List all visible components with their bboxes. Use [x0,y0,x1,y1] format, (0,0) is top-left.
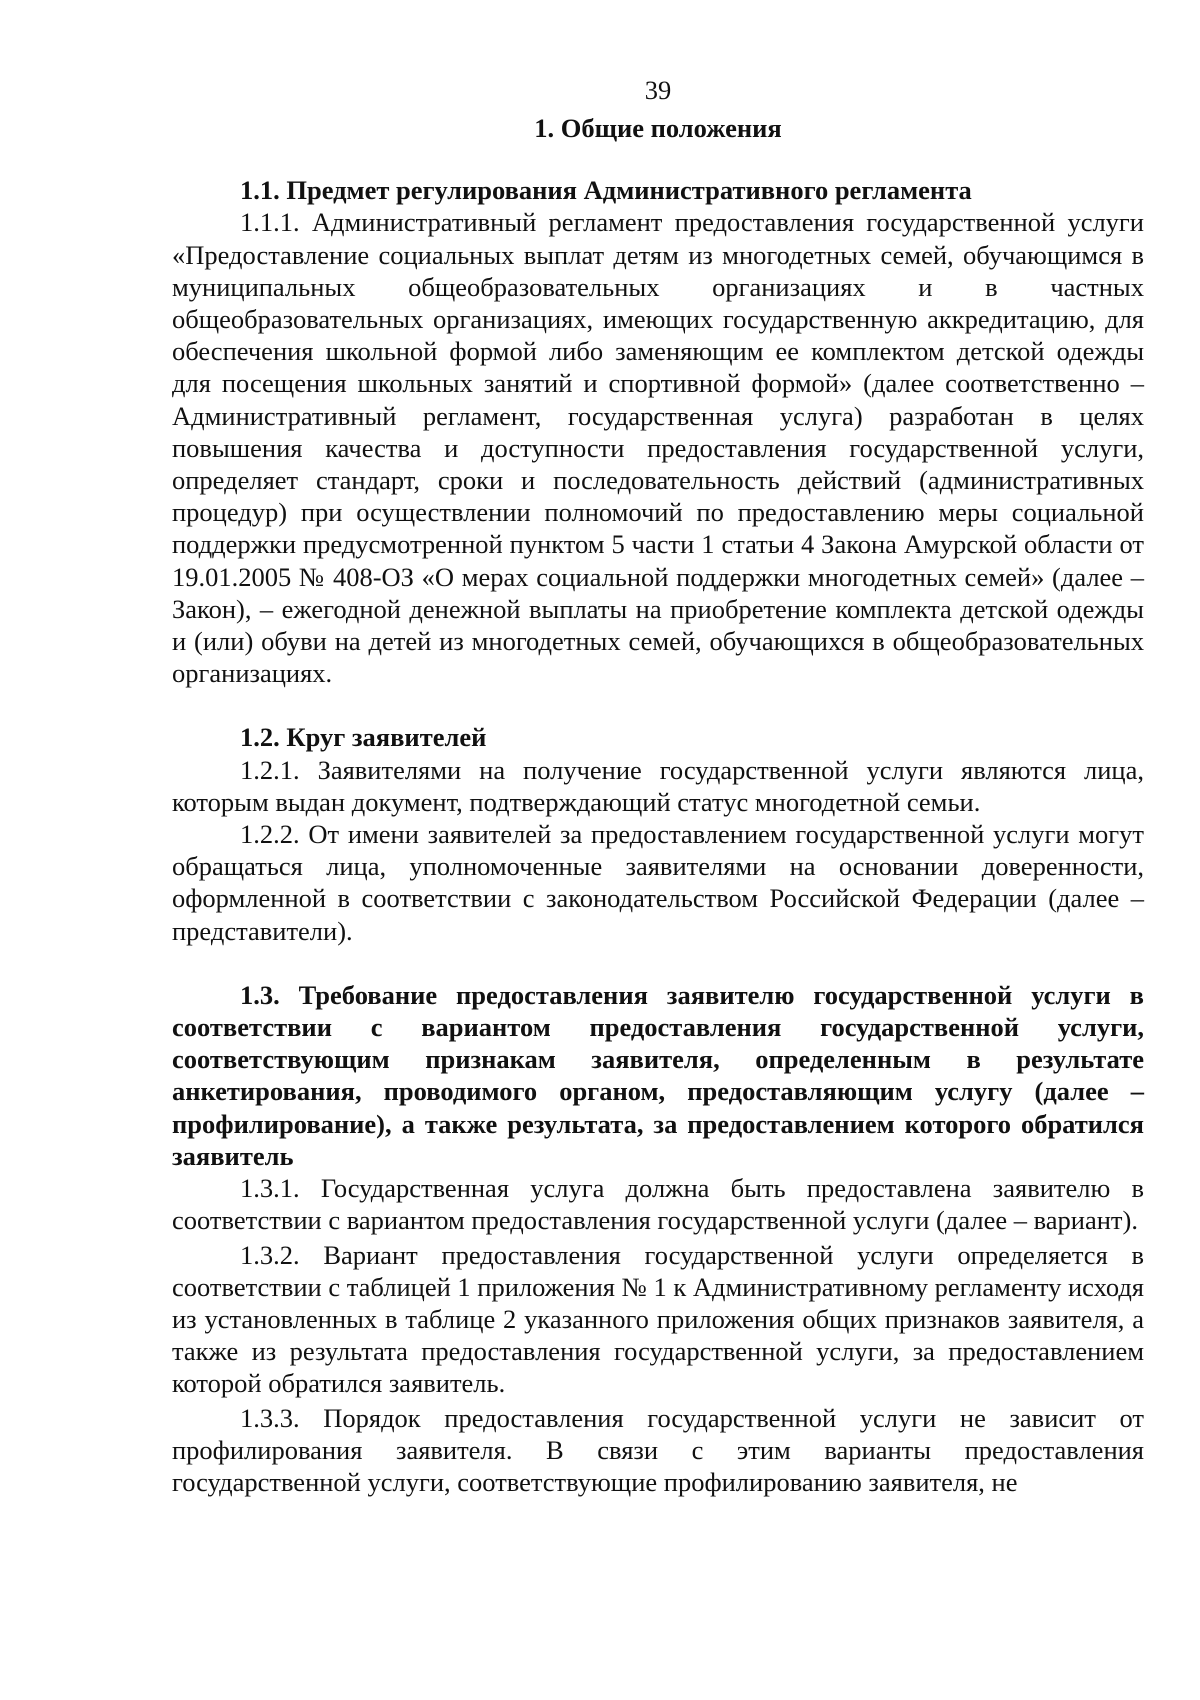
section-title-1-2: 1.2. Круг заявителей [240,722,487,753]
section-title-1-1: 1.1. Предмет регулирования Административного регламента [240,175,972,206]
document-page [172,74,1144,1498]
page-number: 39 [644,75,672,105]
section-spacer [172,947,1144,979]
chapter-title: 1. Общие положения [534,113,782,143]
section-spacer [172,689,1144,721]
paragraph-1-1-1: 1.1.1. Административный регламент предоставления государственной услуги «Предоставление социальных выплат детям из многодетных семей, обучающимся в муниципальных общеобразовательных организациях и в частных общеобразовательных организациях, имеющих государственную аккредитацию, для обеспечения школьной формой либо заменяющим ее комплектом детской одежды для посещения школьных занятий и спортивной формой» (далее соответственно – Административный регламент, государственная услуга) разработан в целях повышения качества и доступности предоставления государственной услуги, определяет стандарт, сроки и последовательность действий (административных процедур) при осуществлении полномочий по предоставлению меры социальной поддержки предусмотренной пунктом 5 части 1 статьи 4 Закона Амурской области от 19.01.2005 № 408-ОЗ «О мерах социальной поддержки многодетных семей» (далее – Закон), – ежегодной денежной выплаты на приобретение комплекта детской одежды и (или) обуви на детей из многодетных семей, обучающихся в общеобразовательных организациях. [172,207,1144,689]
paragraph-1-2-2: 1.2.2. От имени заявителей за предоставлением государственной услуги могут обращаться лица, уполномоченные заявителями на основании доверенности, оформленной в соответствии с законодательством Российской Федерации (далее – представители). [172,819,1144,946]
paragraph-1-2-1: 1.2.1. Заявителями на получение государственной услуги являются лица, которым выдан документ, подтверждающий статус многодетной семьи. [172,754,1144,817]
paragraph-1-3-1: 1.3.1. Государственная услуга должна быть предоставлена заявителю в соответствии с вариантом предоставления государственной услуги (далее – вариант). [172,1173,1144,1236]
paragraph-1-3-2: 1.3.2. Вариант предоставления государственной услуги определяется в соответствии с таблицей 1 приложения № 1 к Административному регламенту исходя из установленных в таблице 2 указанного приложения общих признаков заявителя, а также из результата предоставления государственной услуги, за предоставлением которой обратился заявитель. [172,1239,1144,1399]
section-title-1-3: 1.3. Требование предоставления заявителю государственной услуги в соответствии с вариантом предоставления государственной услуги, соответствующим признакам заявителя, определенным в результате анкетирования, проводимого органом, предоставляющим услугу (далее – профилирование), а также результата, за предоставлением которого обратился заявитель [172,979,1144,1171]
paragraph-1-3-3: 1.3.3. Порядок предоставления государственной услуги не зависит от профилирования заявителя. В связи с этим варианты предоставления государственной услуги, соответствующие профилированию заявителя, не [172,1402,1144,1497]
